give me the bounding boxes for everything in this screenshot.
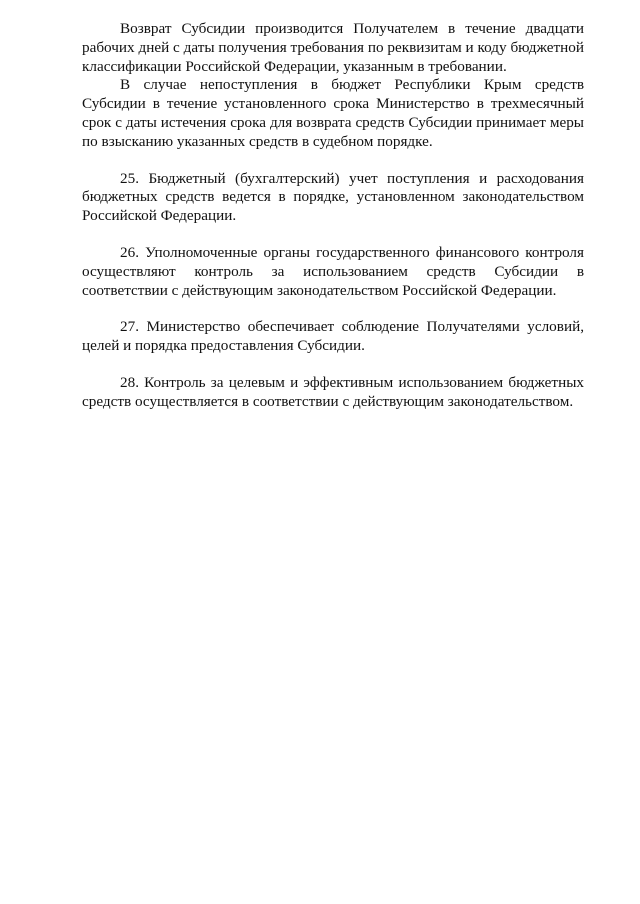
paragraph-nonreceipt-measures: В случае непоступления в бюджет Республики Крым средств Субсидии в течение установленного срока Министерство в трехмесячный срок с даты истечения срока для возврата средств Субсидии принимает меры по взысканию указанных средств в судебном порядке. bbox=[82, 76, 584, 150]
paragraph-27-compliance: 27. Министерство обеспечивает соблюдение Получателями условий, целей и порядка предоставления Субсидии. bbox=[82, 318, 584, 355]
document-body bbox=[82, 20, 584, 412]
paragraph-subsidy-return: Возврат Субсидии производится Получателем в течение двадцати рабочих дней с даты получения требования по реквизитам и коду бюджетной классификации Российской Федерации, указанным в требовании. bbox=[82, 20, 584, 75]
paragraph-25-accounting: 25. Бюджетный (бухгалтерский) учет поступления и расходования бюджетных средств ведется в порядке, установленном законодательством Российской Федерации. bbox=[82, 169, 584, 225]
paragraph-26-financial-control: 26. Уполномоченные органы государственного финансового контроля осуществляют контроль за использованием средств Субсидии в соответствии с действующим законодательством Российской Федерации. bbox=[82, 243, 584, 299]
paragraph-spacer bbox=[82, 300, 584, 318]
paragraph-spacer bbox=[82, 356, 584, 374]
paragraph-28-target-use-control: 28. Контроль за целевым и эффективным использованием бюджетных средств осуществляется в соответствии с действующим законодательством. bbox=[82, 373, 584, 410]
paragraph-spacer bbox=[82, 152, 584, 170]
paragraph-spacer bbox=[82, 226, 584, 244]
